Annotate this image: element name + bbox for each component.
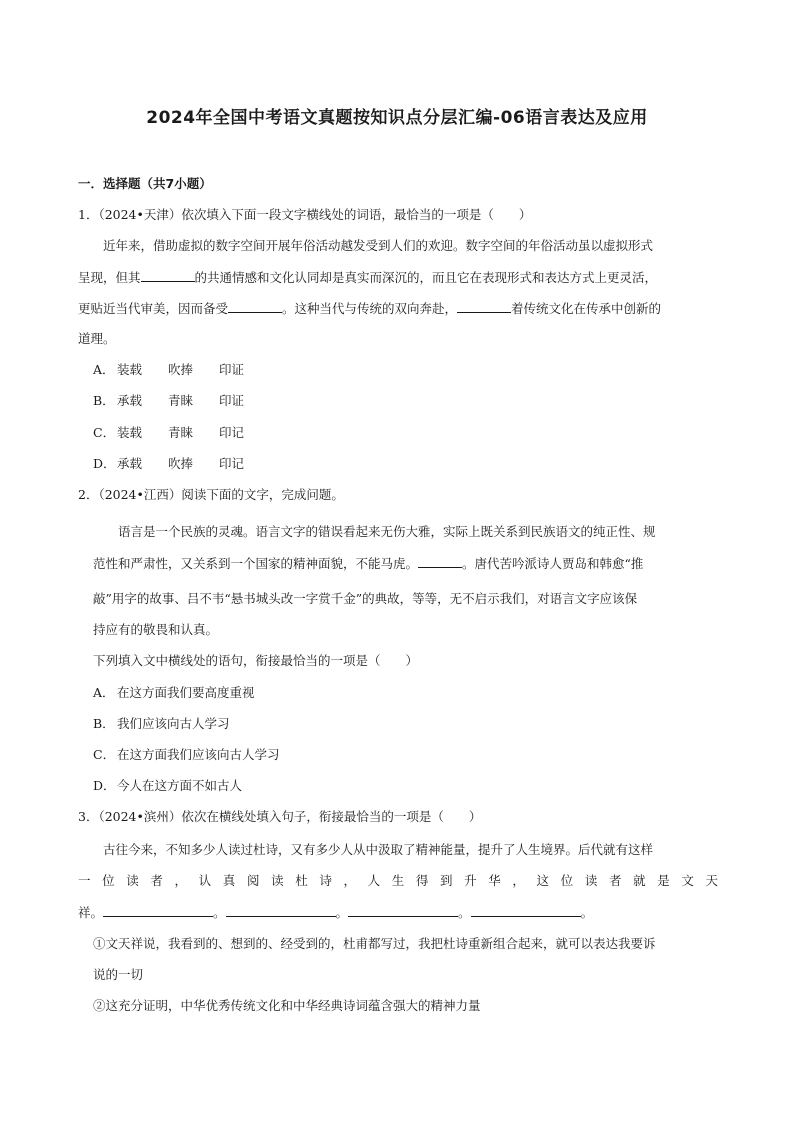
option-word: 印证	[219, 393, 245, 408]
q3-text: 祥。	[78, 905, 104, 920]
q3-text: 。	[213, 905, 226, 920]
option-word: 吹捧	[168, 456, 194, 471]
q1-text: 更贴近当代审美，因而备受	[78, 301, 229, 316]
option-word: 青睐	[168, 393, 194, 408]
option-word: 装载	[117, 425, 143, 440]
q2-paragraph-line-3: 敲”用字的故事、吕不韦“悬书城头改一字赏千金”的典故，等等，无不启示我们，对语言文字应该保	[93, 591, 638, 606]
q2-option-c[interactable]	[93, 747, 280, 763]
q1-text: 着传统文化在传承中创新的	[511, 301, 662, 316]
q2-paragraph-line-4: 持应有的敬畏和认真。	[93, 622, 219, 637]
q2-question: 下列填入文中横线处的语句，衔接最恰当的一项是（ ）	[93, 653, 419, 668]
option-label: D．	[93, 778, 116, 793]
q2-stem: 2．（2024•江西）阅读下面的文字，完成问题。	[78, 487, 344, 502]
q1-stem: 1．（2024•天津）依次填入下面一段文字横线处的词语，最恰当的一项是（ ）	[78, 207, 532, 222]
answer-blank[interactable]	[418, 555, 462, 568]
option-text: 今人在这方面不如古人	[117, 778, 243, 793]
q3-text: 。	[335, 905, 349, 920]
option-word: 装载	[117, 362, 143, 377]
option-label: C．	[93, 425, 116, 440]
q2-text: 范性和严肃性，又关系到一个国家的精神面貌，不能马虎。	[93, 556, 419, 571]
option-text: 在这方面我们应该向古人学习	[117, 747, 280, 762]
q2-paragraph-line-1: 语言是一个民族的灵魂。语言文字的错误看起来无伤大雅，实际上既关系到民族语文的纯正性、规	[118, 524, 656, 539]
q3-paragraph-line-3	[78, 904, 593, 921]
answer-blank[interactable]	[348, 904, 458, 917]
option-text: 我们应该向古人学习	[117, 716, 230, 731]
q2-text: 。唐代苦吟派诗人贾岛和韩愈“推	[462, 556, 644, 571]
q1-paragraph-line-3	[78, 300, 661, 317]
option-label: A．	[93, 685, 115, 700]
option-word: 印记	[219, 425, 245, 440]
answer-blank[interactable]	[226, 904, 336, 917]
option-word: 吹捧	[168, 362, 194, 377]
q3-text: 。	[580, 905, 594, 920]
q1-option-a[interactable]	[93, 362, 244, 378]
section-heading: 一．选择题（共7小题）	[78, 176, 212, 191]
answer-blank[interactable]	[103, 904, 213, 917]
option-label: B．	[93, 716, 115, 731]
option-label: B．	[93, 393, 115, 408]
answer-blank[interactable]	[141, 269, 195, 282]
q1-paragraph-line-2	[78, 269, 657, 286]
option-label: A．	[93, 362, 115, 377]
q1-paragraph-line-4: 道理。	[78, 331, 116, 346]
q3-paragraph-line-1: 古往今来，不知多少人读过杜诗，又有多少人从中汲取了精神能量，提升了人生境界。后代就有这样	[103, 842, 654, 857]
q3-text: 。	[458, 905, 471, 920]
q2-paragraph-line-2	[93, 555, 643, 572]
q2-option-a[interactable]	[93, 685, 255, 701]
option-word: 青睐	[168, 425, 194, 440]
option-word: 承载	[117, 393, 143, 408]
option-label: D．	[93, 456, 116, 471]
option-word: 印证	[219, 362, 245, 377]
answer-blank[interactable]	[471, 904, 581, 917]
q2-option-d[interactable]	[93, 778, 242, 794]
q3-item-1-line-2: 说的一切	[93, 967, 144, 982]
q1-option-b[interactable]	[93, 393, 244, 409]
q3-paragraph-line-2: 一位读者，认真阅读杜诗，人生得到升华，这位读者就是文天	[78, 873, 718, 888]
answer-blank[interactable]	[228, 300, 282, 313]
q3-item-2: ②这充分证明，中华优秀传统文化和中华经典诗词蕴含强大的精神力量	[93, 998, 481, 1013]
option-label: C．	[93, 747, 116, 762]
q3-item-1-line-1: ①文天祥说，我看到的、想到的、经受到的，杜甫都写过，我把杜诗重新组合起来，就可以表达我要诉	[93, 936, 656, 951]
q2-option-b[interactable]	[93, 716, 230, 732]
q1-text: 的共通情感和文化认同却是真实而深沉的，而且它在表现形式和表达方式上更灵活，	[194, 270, 658, 285]
q1-paragraph-line-1: 近年来，借助虚拟的数字空间开展年俗活动越发受到人们的欢迎。数字空间的年俗活动虽以虚拟形式	[103, 238, 654, 253]
answer-blank[interactable]	[457, 300, 511, 313]
q3-stem: 3．（2024•滨州）依次在横线处填入句子，衔接最恰当的一项是（ ）	[78, 809, 482, 824]
option-text: 在这方面我们要高度重视	[117, 685, 255, 700]
option-word: 承载	[117, 456, 143, 471]
q1-text: 。这种当代与传统的双向奔赴，	[282, 301, 458, 316]
q1-text: 呈现，但其	[78, 270, 141, 285]
page-title: 2024年全国中考语文真题按知识点分层汇编-06语言表达及应用	[146, 108, 648, 128]
q1-option-c[interactable]	[93, 425, 244, 441]
q1-option-d[interactable]	[93, 456, 244, 472]
option-word: 印记	[219, 456, 245, 471]
